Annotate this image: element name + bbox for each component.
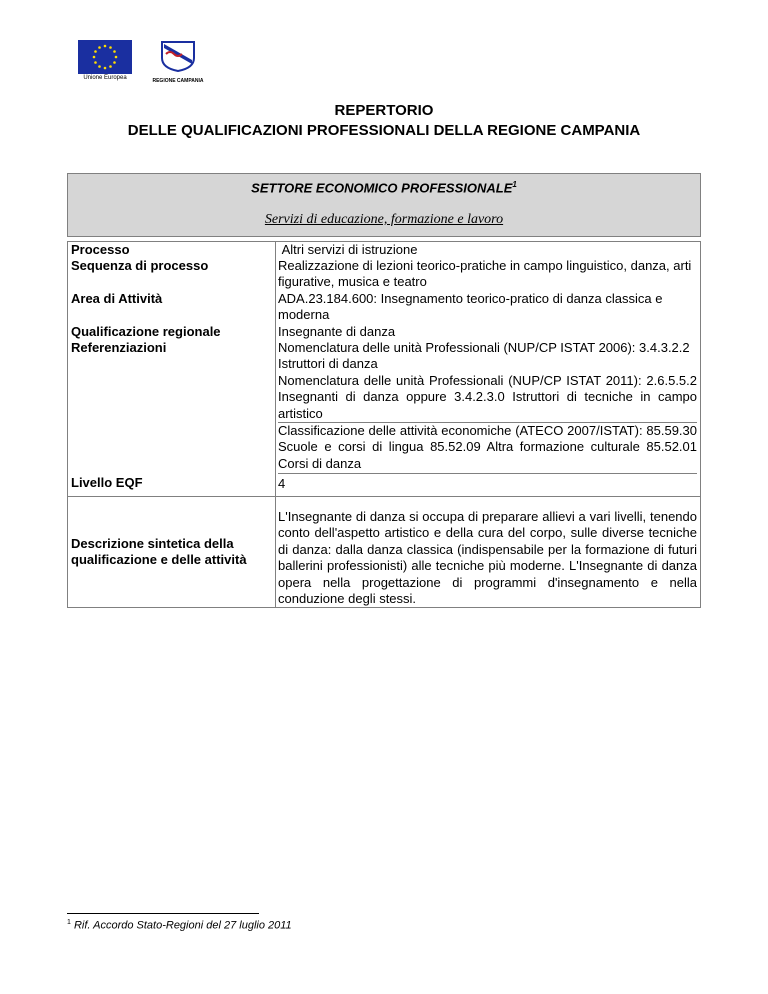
processo-value-text: Altri servizi di istruzione bbox=[281, 242, 418, 257]
eqf-value: 4 bbox=[278, 473, 697, 496]
values-column bbox=[275, 242, 701, 497]
table-row-description bbox=[68, 497, 701, 608]
eu-logo-caption: Unione Europea bbox=[83, 75, 127, 81]
qualificazione-label: Qualificazione regionale bbox=[71, 324, 221, 339]
footnote-number: 1 bbox=[67, 919, 71, 926]
area-value: ADA.23.184.600: Insegnamento teorico-pratico di danza classica e moderna bbox=[278, 291, 663, 323]
processo-label: Processo bbox=[71, 242, 130, 257]
qualificazione-value: Insegnante di danza bbox=[278, 324, 396, 339]
descrizione-value: L'Insegnante di danza si occupa di preparare allievi a vari livelli, tenendo conto dell'aspetto artistico e della cura del corpo, sulle diverse tecniche di danza: dalla danza classica (indispensabile per la formazione di futuri ballerini professionisti) alle tecniche più moderne. L'Insegnante di danza opera nella progettazione di programmi d'insegnamento e nella conduzione degli stessi. bbox=[275, 497, 700, 607]
table-row-main bbox=[68, 242, 701, 497]
eqf-label: Livello EQF bbox=[71, 475, 143, 490]
sector-label-text: SETTORE ECONOMICO PROFESSIONALE bbox=[251, 180, 513, 196]
ref1-value: Nomenclatura delle unità Professionali (NUP/CP ISTAT 2006): 3.4.3.2.2 Istruttori di danza bbox=[278, 340, 690, 372]
sequenza-label: Sequenza di processo bbox=[71, 258, 209, 273]
sector-value: Servizi di educazione, formazione e lavoro bbox=[264, 212, 504, 227]
regione-campania-caption: REGIONE CAMPANIA bbox=[152, 78, 204, 84]
area-label: Area di Attività bbox=[71, 291, 163, 306]
descrizione-label: Descrizione sintetica della qualificazione e delle attività bbox=[68, 497, 270, 608]
ref2-value: Nomenclatura delle unità Professionali (NUP/CP ISTAT 2011): 2.6.5.5.2 Insegnanti di danza oppure 3.4.2.3.0 Istruttori di tecniche in campo artistico bbox=[278, 373, 697, 421]
labels-column bbox=[68, 242, 270, 497]
sector-label bbox=[68, 180, 700, 195]
eu-logo bbox=[78, 40, 132, 82]
eu-flag-icon bbox=[78, 40, 132, 74]
regione-campania-shield-icon bbox=[158, 40, 208, 77]
ref3-value: Classificazione delle attività economiche (ATECO 2007/ISTAT): 85.59.30 Scuole e corsi di lingua 85.52.09 Altra formazione culturale 85.52.01 Corsi di danza bbox=[278, 422, 697, 473]
page-subtitle: DELLE QUALIFICAZIONI PROFESSIONALI DELLA REGIONE CAMPANIA bbox=[127, 122, 641, 139]
processo-value bbox=[278, 242, 697, 258]
referenziazioni-label: Referenziazioni bbox=[71, 340, 167, 355]
footnote-text: Rif. Accordo Stato-Regioni del 27 luglio 2011 bbox=[73, 919, 292, 932]
footnote-separator bbox=[67, 913, 259, 914]
footnote bbox=[67, 919, 292, 932]
header-logos bbox=[78, 40, 208, 82]
sector-box bbox=[67, 173, 701, 237]
sequenza-value: Realizzazione di lezioni teorico-pratiche in campo linguistico, danza, arti figurative, musica e teatro bbox=[278, 258, 692, 290]
regione-campania-logo bbox=[148, 40, 208, 82]
descrizione-cell bbox=[275, 497, 701, 608]
sector-footnote-ref: 1 bbox=[512, 180, 517, 189]
page-title: REPERTORIO bbox=[334, 102, 434, 119]
qualification-table bbox=[67, 241, 701, 608]
